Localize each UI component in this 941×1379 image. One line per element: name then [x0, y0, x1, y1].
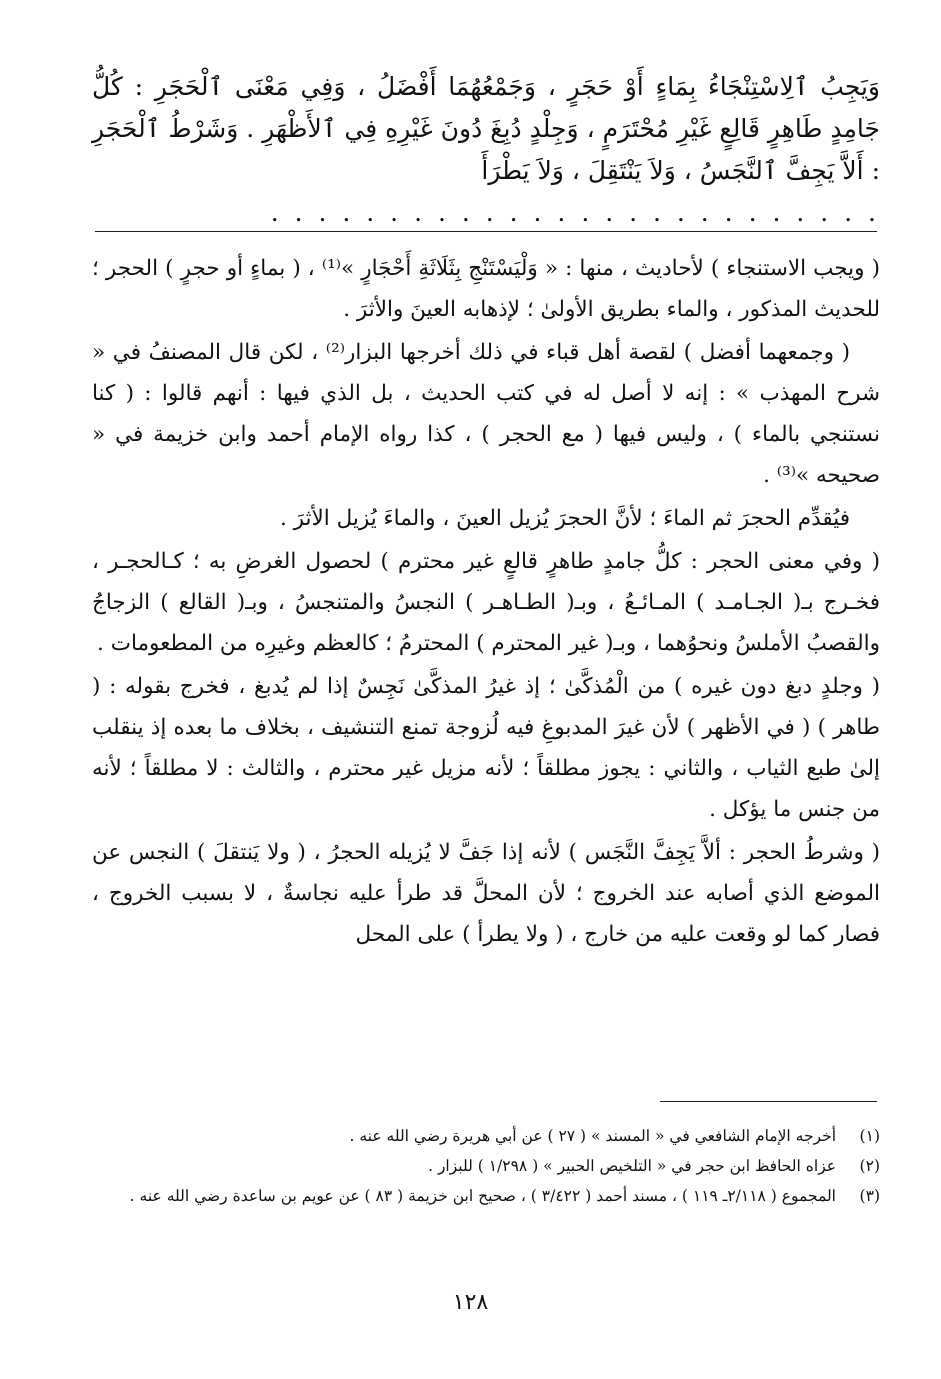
commentary-paragraph-1: ( ويجب الاستنجاء ) لأحاديث ، منها : « وَلْيَسْتَنْجِ بِثَلَاثَةِ أَحْجَارٍ »⁽¹⁾ ، ( بماءٍ أو حجرٍ ) الحجر ؛ للحديث المذكور ، والماء بطريق الأولىٰ ؛ لإذهابه العينَ والأثرَ .: [92, 256, 880, 322]
commentary-paragraph-3: فيُقدِّم الحجرَ ثم الماءَ ؛ لأنَّ الحجرَ يُزيل العينَ ، والماءَ يُزيل الأثرَ .: [280, 506, 850, 531]
footnote-separator-rule: [660, 1101, 877, 1102]
footnote-text: عزاه الحافظ ابن حجر في « التلخيص الحبير » ( ١/٢٩٨ ) للبزار .: [428, 1157, 836, 1175]
footnote-item: [92, 1123, 880, 1150]
footnote-text: أخرجه الإمام الشافعي في « المسند » ( ٢٧ ) عن أبي هريرة رضي الله عنه .: [349, 1127, 836, 1145]
footnotes-block: [92, 1123, 880, 1213]
matn-paragraph: وَيَجِبُ ٱلِاسْتِنْجَاءُ بِمَاءٍ أَوْ حَجَرٍ ، وَجَمْعُهُمَا أَفْضَلُ ، وَفِي مَعْنَى ٱلْحَجَرِ : كُلُّ جَامِدٍ طَاهِرٍ قَالِعٍ غَيْرِ مُحْتَرَمٍ ، وَجِلْدٍ دُبِغَ دُونَ غَيْرِهِ فِي ٱلأَظْهَرِ . وَشَرْطُ ٱلْحَجَرِ : أَلاَّ يَجِفَّ ٱلنَّجَسُ ، وَلاَ يَنْتَقِلَ ، وَلاَ يَطْرَأَ: [92, 72, 880, 185]
commentary-paragraph-4: ( وفي معنى الحجر : كلُّ جامدٍ طاهرٍ قالعٍ غير محترم ) لحصول الغرضِ به ؛ كـالحجـر ، فخـرج بـ( الجـامـد ) المـائـعُ ، وبـ( الطـاهـر ) النجسُ والمتنجسُ ، وبـ( القالع ) الزجاجُ والقصبُ الأملسُ ونحوُهما ، وبـ( غير المحترم ) المحترمُ ؛ كالعظم وغيرِه من المطعومات .: [92, 549, 880, 656]
commentary-paragraph-6: ( وشرطُ الحجر : ألاَّ يَجِفَّ النَّجَس ) لأنه إذا جَفَّ لا يُزيله الحجرُ ، ( ولا يَنتقلَ ) النجس عن الموضع الذي أصابه عند الخروج ؛ لأن المحلَّ قد طرأ عليه نجاسةٌ ، لا بسبب الخروج ، فصار كما لو وقعت عليه من خارج ، ( ولا يطرأ ) على المحل: [92, 840, 880, 947]
matn-text-block: [92, 66, 880, 234]
footnote-number: (٢): [859, 1157, 880, 1175]
commentary-paragraph-2: ( وجمعهما أفضل ) لقصة أهل قباء في ذلك أخرجها البزار⁽²⁾ ، لكن قال المصنفُ في « شرح المهذب » : إنه لا أصل له في كتب الحديث ، بل الذي فيها : أنهم قالوا : ( كنا نستنجي بالماء ) ، وليس فيها ( مع الحجر ) ، كذا رواه الإمام أحمد وابن خزيمة في « صحيحه »⁽³⁾ .: [92, 340, 880, 488]
footnote-item: [92, 1183, 880, 1210]
footnote-number: (٣): [859, 1187, 880, 1205]
footnote-text: المجموع ( ٢/١١٨ـ ١١٩ ) ، مسند أحمد ( ٣/٤٢٢ ) ، صحيح ابن خزيمة ( ٨٣ ) عن عويم بن ساعدة رضي الله عنه .: [129, 1187, 836, 1205]
page-number: ١٢٨: [452, 1290, 489, 1315]
matn-separator-rule: [95, 231, 877, 232]
commentary-paragraph-5: ( وجلدٍ دبغ دون غيره ) من الْمُذكَّىٰ ؛ إذ غيرُ المذكَّىٰ نَجِسٌ إذا لم يُدبغ ، فخرج بقوله : ( طاهر ) ( في الأظهر ) لأن غيرَ المدبوغِ فيه لُزوجة تمنع التنشيف ، بخلاف ما بعده إذ ينقلب إلىٰ طبع الثياب ، والثاني : يجوز مطلقاً ؛ لأنه مزيل غير محترم ، والثالث : لا مطلقاً ؛ لأنه من جنس ما يؤكل .: [92, 674, 880, 822]
commentary-text-block: [92, 248, 880, 957]
footnote-number: (١): [859, 1127, 880, 1145]
footnote-item: [92, 1153, 880, 1180]
matn-ellipsis-dots: . . . . . . . . . . . . . . . . . . . . . . . . . .: [270, 198, 880, 227]
